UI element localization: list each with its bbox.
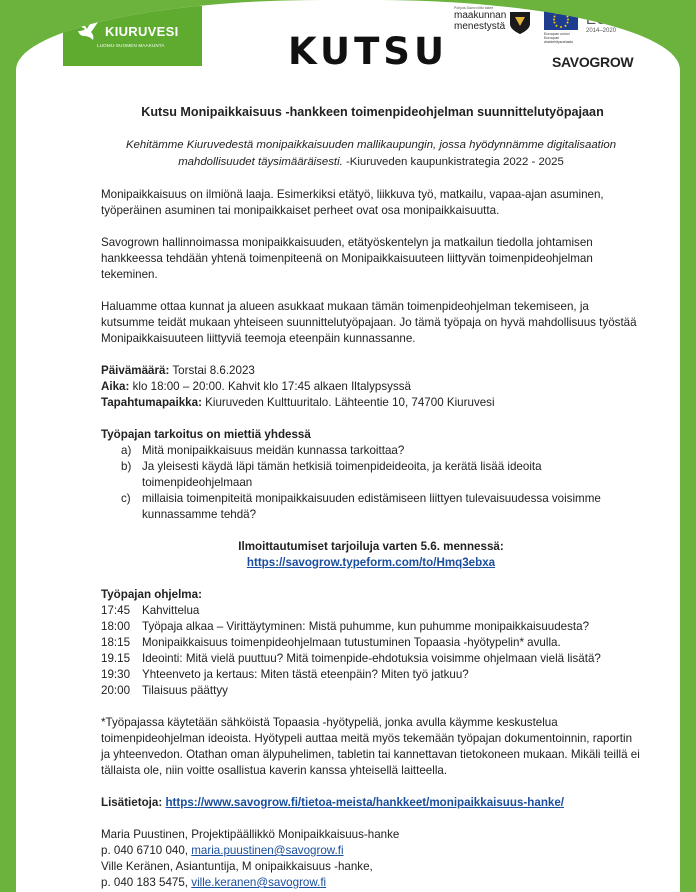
program-text: Yhteenveto ja kertaus: Miten tästä eteenpäin? Miten työ jatkuu? xyxy=(142,668,469,681)
program-row xyxy=(101,651,641,667)
kiuruvesi-logo xyxy=(63,6,202,66)
document-body xyxy=(101,104,641,891)
paragraph-3: Haluamme ottaa kunnat ja alueen asukkaat mukaan tämän toimenpideohjelman tekemiseen, ja kutsumme teidät mukaan yhteiseen suunnittelutyöpajaan. Jo tämä työpaja on hyvä mahdollisuus työstää Monipaikkaisuuteen liittyviä teemoja eteenpäin kunnassanne. xyxy=(101,300,637,345)
program-time: 19.15 xyxy=(101,652,131,665)
program-text: Monipaikkaisuus toimenpideohjelmaan tutustuminen Topaasia -hyötypelin* avulla. xyxy=(142,636,561,649)
date-value: Torstai 8.6.2023 xyxy=(169,364,255,377)
contact1-email-link[interactable]: maria.puustinen@savogrow.fi xyxy=(191,844,344,857)
maakunta-text: maakunnan menestystä xyxy=(454,10,507,32)
info-link[interactable]: https://www.savogrow.fi/tietoa-meista/hankkeet/monipaikkaisuus-hanke/ xyxy=(165,796,565,809)
purpose-heading: Työpajan tarkoitus on miettiä yhdessä xyxy=(101,428,311,441)
time-value: klo 18:00 – 20:00. Kahvit klo 17:45 alkaen Iltalypsyssä xyxy=(129,380,412,393)
vipu-years: 2014–2020 xyxy=(586,28,617,34)
strategy-quote xyxy=(101,137,641,170)
program-text: Ideointi: Mitä vielä puuttuu? Mitä toimenpide-ehdotuksia voisimme ohjelmaan vielä lisätä? xyxy=(142,652,601,665)
eu-flag-icon xyxy=(544,8,578,30)
contact2-email-link[interactable]: ville.keranen@savogrow.fi xyxy=(191,876,327,889)
program-text: Kahvittelua xyxy=(142,604,200,617)
maakunta-tiny-text: Pohjois-Savon liitto tukee xyxy=(454,6,494,10)
document-title: Kutsu Monipaikkaisuus -hankkeen toimenpideohjelman suunnittelutyöpajaan xyxy=(141,105,604,119)
eu-text: Euroopan unioni Euroopan aluekehitysrahasto xyxy=(544,32,574,44)
paragraph-1: Monipaikkaisuus on ilmiönä laaja. Esimerkiksi etätyö, liikkuva työ, matkailu, vapaa-ajan asuminen, työperäinen asuminen tai monipaikkaiset perheet ovat osa monipaikkaisuutta. xyxy=(101,188,604,217)
list-text: Mitä monipaikkaisuus meidän kunnassa tarkoittaa? xyxy=(142,444,405,457)
program-row xyxy=(101,635,641,651)
info-label: Lisätietoja: xyxy=(101,796,163,809)
program-time: 19:30 xyxy=(101,668,131,681)
contact1-name: Maria Puustinen, Projektipäällikkö Monipaikkaisuus-hanke xyxy=(101,828,400,841)
vipu-main: EU:lta xyxy=(586,11,627,28)
quote-source: -Kiuruveden kaupunkistrategia 2022 - 2025 xyxy=(342,155,564,168)
list-letter: b) xyxy=(121,460,132,473)
quote-text: Kehitämme Kiuruvedestä monipaikkaisuuden mallikaupungin, jossa hyödynnämme digitalisaation mahdollisuudet täysimääräisesti. xyxy=(125,139,617,168)
footnote: *Työpajassa käytetään sähköistä Topaasia -hyötypeliä, jonka avulla käymme keskustelua toimenpideohjelman ideoista. Hyötypeli auttaa meitä myös tekemään työpajan dokumentoinnin, raportin ja yhteenvedon. Otathan oman älypuhelimen, tabletin tai kannettavan tietokoneen mukaan. Mikäli teillä ei tällaista ole, niin voitte osallistua kaverin kanssa yhteisellä laitteella. xyxy=(101,716,640,777)
place-label: Tapahtumapaikka: xyxy=(101,396,202,409)
program-row xyxy=(101,603,641,619)
vipu-top: Vipuvoimaa xyxy=(586,6,620,12)
list-letter: c) xyxy=(121,492,131,505)
contacts xyxy=(101,827,641,891)
signup-block xyxy=(101,539,641,571)
list-item xyxy=(121,443,641,459)
program-heading: Työpajan ohjelma: xyxy=(101,588,202,601)
page-heading: KUTSU xyxy=(288,30,448,73)
contact2-name: Ville Keränen, Asiantuntija, M onipaikkaisuus -hanke, xyxy=(101,860,373,873)
coat-of-arms-icon xyxy=(509,11,531,35)
place-value: Kiuruveden Kulttuuritalo. Lähteentie 10, 74700 Kiuruvesi xyxy=(201,396,495,409)
program-time: 20:00 xyxy=(101,684,131,697)
signup-link[interactable]: https://savogrow.typeform.com/to/Hmq3ebxa xyxy=(246,556,496,569)
list-item xyxy=(121,491,641,523)
signup-text: Ilmoittautumiset tarjoiluja varten 5.6. mennessä: xyxy=(238,540,504,553)
program-list xyxy=(101,603,641,699)
brand-name: KIURUVESI xyxy=(105,24,179,39)
vipuvoimaa-logo xyxy=(586,6,646,34)
program-text: Tilaisuus päättyy xyxy=(142,684,228,697)
program-row xyxy=(101,683,641,699)
contact1-phone: p. 040 6710 040, xyxy=(101,844,192,857)
date-label: Päivämäärä: xyxy=(101,364,170,377)
program-time: 17:45 xyxy=(101,604,131,617)
savogrow-logo: SAVOGROW xyxy=(552,54,634,70)
maakunta-logo xyxy=(454,6,510,32)
event-details xyxy=(101,363,641,411)
time-label: Aika: xyxy=(101,380,130,393)
program-time: 18:15 xyxy=(101,636,131,649)
program-text: Työpaja alkaa – Virittäytyminen: Mistä puhumme, kun puhumme monipaikkaisuudesta? xyxy=(142,620,590,633)
document-page xyxy=(16,0,680,892)
bird-icon xyxy=(72,15,102,45)
contact2-phone: p. 040 183 5475, xyxy=(101,876,192,889)
brand-subtitle: LUOMU-SUOMEN MAAKUNTA xyxy=(97,43,165,48)
program-row xyxy=(101,667,641,683)
info-line xyxy=(101,795,641,811)
purpose-list xyxy=(121,443,641,523)
list-text: millaisia toimenpiteitä monipaikkaisuuden edistämiseen liittyen tulevaisuudessa voisimme kunnassamme tehdä? xyxy=(142,492,601,521)
list-text: Ja yleisesti käydä läpi tämän hetkisiä toimenpideideoita, ja kerätä lisää ideoita toimenpideohjelmaan xyxy=(142,460,542,489)
list-letter: a) xyxy=(121,444,132,457)
paragraph-2: Savogrown hallinnoimassa monipaikkaisuuden, etätyöskentelyn ja matkailun tiedolla johtamisen hankkeessa tehdään yhtenä toimenpiteenä on Monipaikkaisuuteen liittyvän toimenpideohjelman tekeminen. xyxy=(101,236,593,281)
program-row xyxy=(101,619,641,635)
list-item xyxy=(121,459,641,491)
program-time: 18:00 xyxy=(101,620,131,633)
